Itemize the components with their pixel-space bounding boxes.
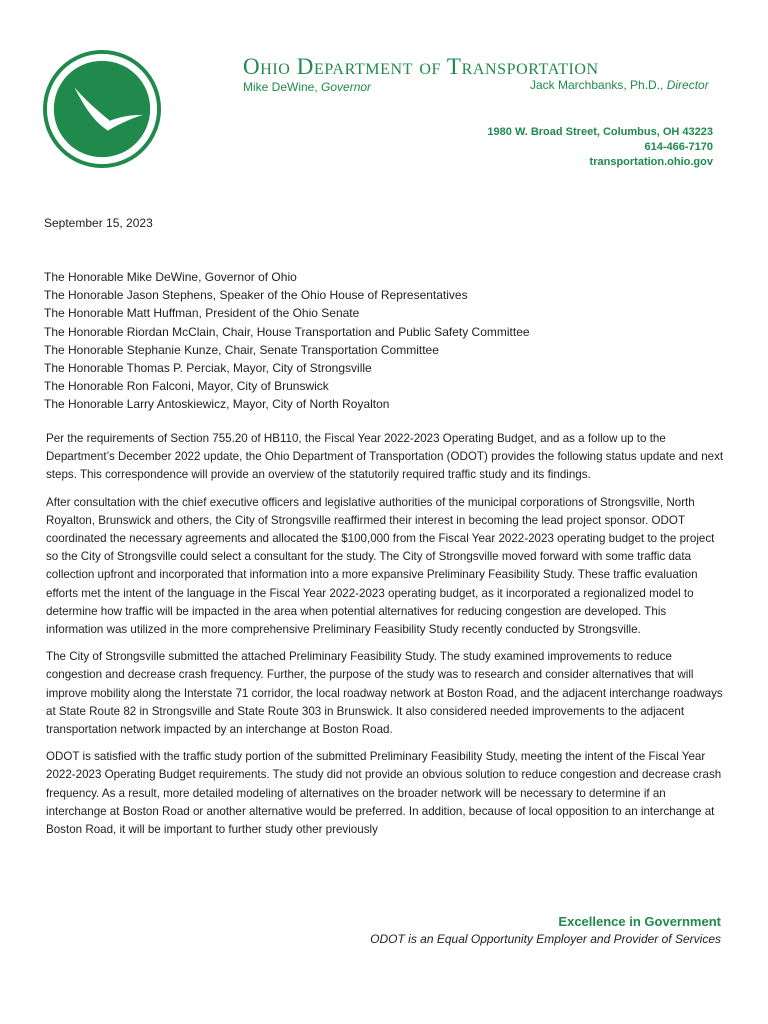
- recipient-line: The Honorable Larry Antoskiewicz, Mayor, City of North Royalton: [44, 397, 390, 412]
- recipient-line: The Honorable Jason Stephens, Speaker of the Ohio House of Representatives: [44, 288, 468, 303]
- letter-date: September 15, 2023: [44, 216, 153, 230]
- recipient-list: [44, 268, 530, 414]
- director-line: [530, 78, 709, 92]
- website: transportation.ohio.gov: [589, 156, 713, 168]
- director-name: Jack Marchbanks, Ph.D.,: [530, 78, 667, 92]
- phone-number: 614-466-7170: [644, 141, 713, 153]
- recipient-line: The Honorable Riordan McClain, Chair, House Transportation and Public Safety Committee: [44, 324, 530, 339]
- recipient-line: The Honorable Stephanie Kunze, Chair, Senate Transportation Committee: [44, 342, 439, 357]
- body-paragraph: After consultation with the chief executive officers and legislative authorities of the municipal corporations of Strongsville, North Royalton, Brunswick and others, the City of Strongsville reaffirmed their interest in becoming the lead project sponsor. ODOT coordinated the necessary agreements and allocated the $100,000 from the Fiscal Year 2022-2023 operating budget to the project so the City of Strongsville could select a consultant for the study. The City of Strongsville moved forward with some traffic data collection upfront and incorporated that information into a more expansive Preliminary Feasibility Study. These traffic evaluation efforts met the intent of the language in the Fiscal Year 2022-2023 operating budget, as it incorporated a regionalized model to determine how traffic will be impacted in the area when potential alternatives for reducing congestion are developed. This information was utilized in the more comprehensive Preliminary Feasibility Study recently conducted by Strongsville.: [46, 495, 715, 637]
- body-paragraph: The City of Strongsville submitted the attached Preliminary Feasibility Study. The study examined improvements to reduce congestion and decrease crash frequency. Further, the purpose of the study was to research and consider alternatives that will improve mobility along the Interstate 71 corridor, the local roadway network at Boston Road, and the adjacent interchange roadways at State Route 82 in Strongsville and State Route 303 in Brunswick. It also considered needed improvements to the adjacent transportation network impacted by an interchange at Boston Road.: [46, 650, 723, 737]
- odot-logo: [43, 50, 161, 168]
- director-title: Director: [666, 78, 709, 92]
- governor-line: [243, 80, 371, 94]
- address-block: [487, 125, 713, 170]
- recipient-line: The Honorable Ron Falconi, Mayor, City of Brunswick: [44, 379, 329, 394]
- street-address: 1980 W. Broad Street, Columbus, OH 43223: [487, 126, 713, 138]
- recipient-line: The Honorable Matt Huffman, President of the Ohio Senate: [44, 306, 360, 321]
- footer-tagline: Excellence in Government: [558, 914, 721, 929]
- recipient-line: The Honorable Thomas P. Perciak, Mayor, City of Strongsville: [44, 361, 372, 376]
- governor-name: Mike DeWine,: [243, 80, 322, 94]
- governor-title: Governor: [321, 80, 372, 94]
- footer: [370, 914, 721, 946]
- footer-eoe: ODOT is an Equal Opportunity Employer and Provider of Services: [370, 932, 721, 946]
- org-title: Ohio Department of Transportation: [243, 54, 599, 79]
- body-paragraph: Per the requirements of Section 755.20 of HB110, the Fiscal Year 2022-2023 Operating Budget, and as a follow up to the Department’s December 2022 update, the Ohio Department of Transportation (ODOT) provides the following status update and next steps. This correspondence will provide an overview of the statutorily required traffic study and its findings.: [46, 432, 724, 482]
- recipient-line: The Honorable Mike DeWine, Governor of Ohio: [44, 270, 297, 284]
- letter-body: [46, 430, 726, 848]
- body-paragraph: ODOT is satisfied with the traffic study portion of the submitted Preliminary Feasibility Study, meeting the intent of the Fiscal Year 2022-2023 Operating Budget requirements. The study did not provide an obvious solution to reduce congestion and decrease crash frequency. As a result, more detailed modeling of alternatives on the broader network will be necessary to determine if an interchange at Boston Road or another alternative would be preferred. In addition, because of local opposition to an interchange at Boston Road, it will be important to further study other previously: [46, 750, 722, 837]
